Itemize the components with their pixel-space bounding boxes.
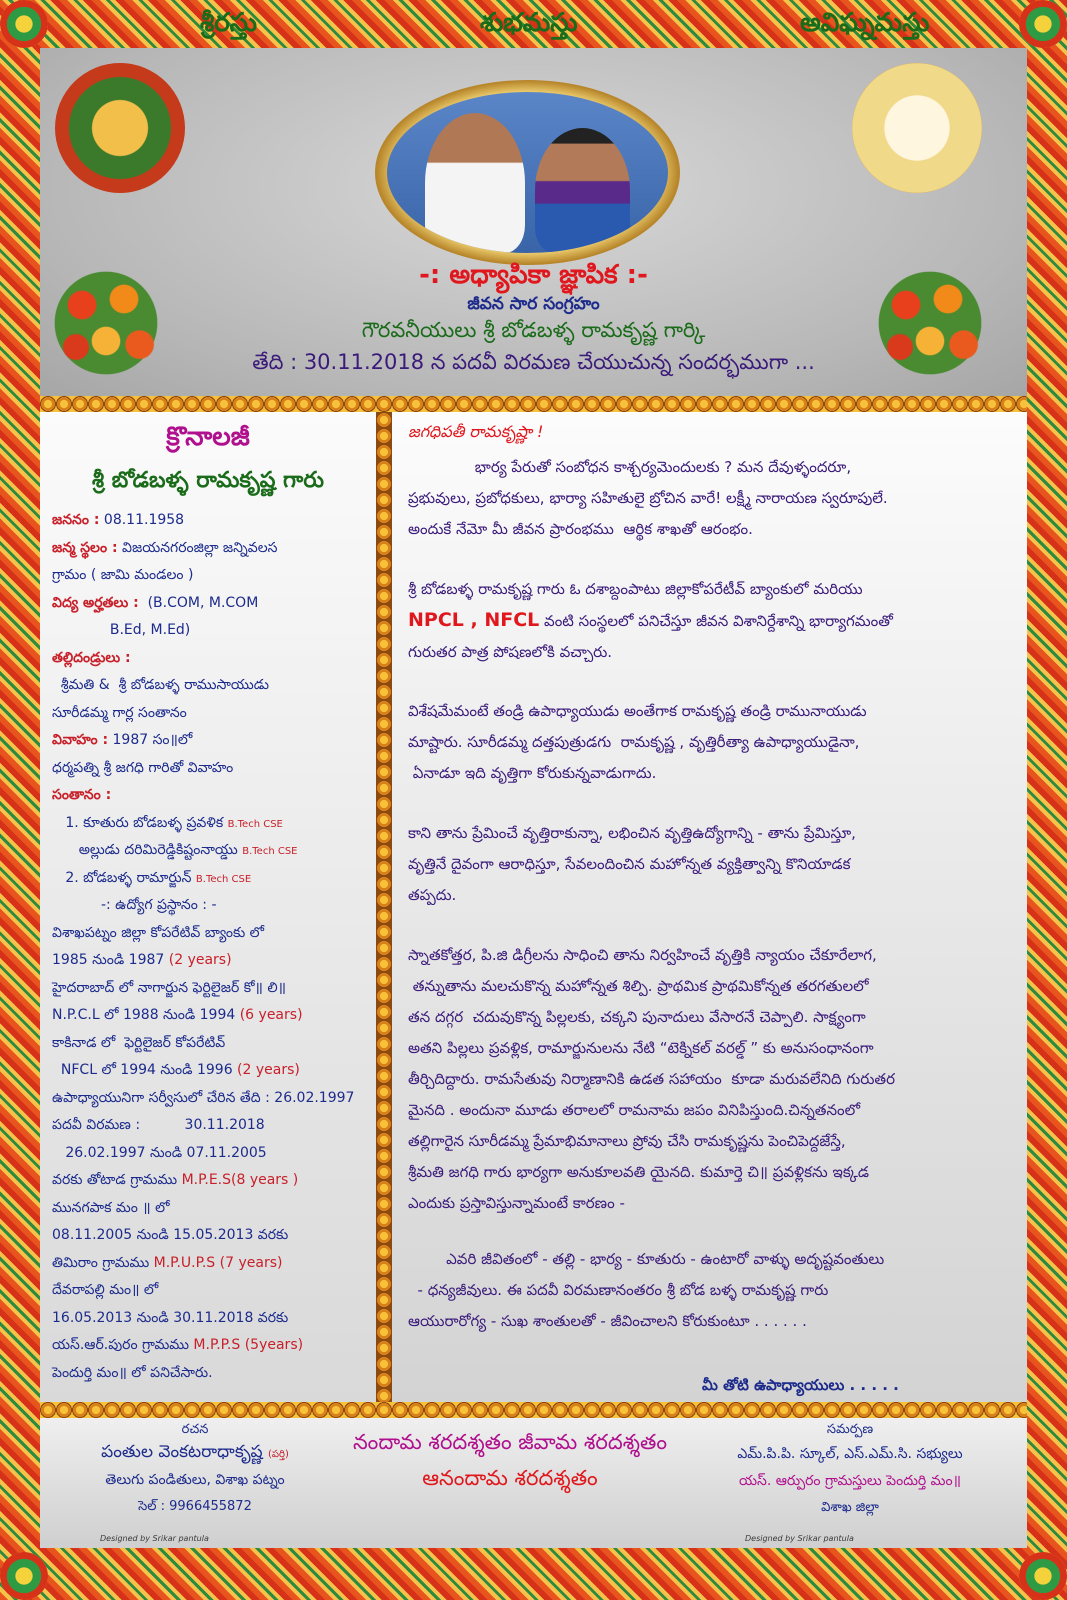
corner-ornament [0,1552,48,1600]
presenter-line-2: యస్. ఆర్పురం గ్రామస్తులు పెందుర్తి మం॥ [739,1473,961,1489]
person-male [425,113,525,253]
tribute-line: భార్య పేరుతో సంబోధన కాశ్చర్యమెందులకు ? మన దేవుళ్ళందరూ, [408,458,852,476]
chronology-row [52,897,217,916]
chronology-text: మునగపాక మం ॥ లో [52,1199,170,1216]
chronology-label: తల్లిదండ్రులు : [52,649,131,666]
chronology-tag: M.P.U.P.S (7 years) [153,1254,283,1271]
chronology-text: ఉపాధ్యాయునిగా సర్వీసులో చేరిన తేది : 26.02.1997 [52,1089,355,1106]
chronology-label: జననం : [52,512,100,528]
chronology-heading: క్రొనాలజీ [166,422,250,452]
corner-ornament [1019,1552,1067,1600]
chronology-text: 1987 సం॥లో [108,732,193,748]
blessing-line-1: నందామ శరదశ్శతం జీవామ శరదశ్శతం [352,1430,668,1454]
chronology-text: B.Ed, M.Ed) [52,622,191,638]
chronology-text: అల్లుడు దరిమిరెడ్డికిష్టంనాయ్డు [52,842,243,858]
tribute-line: మాష్టారు. సూరీడమ్మ దత్తపుత్రుడగు రామకృష్ణ , వృత్తిరీత్యా ఉపాధ్యాయుడైనా, [408,733,860,751]
tribute-line: NPCL , NFCL వంటి సంస్థలలో పనిచేస్తూ జీవన విశానిర్దేశాన్ని భార్యాగమంతో [408,609,893,631]
tribute-line: - ధన్యజీవులు. ఈ పదవీ విరమణానంతరం శ్రీ బోడ బళ్ళ రామకృష్ణ గారు [408,1281,829,1299]
chronology-row [52,732,192,751]
chronology-tag: (2 years) [168,952,232,968]
chronology-row [52,1337,303,1356]
chronology-text: విశాఖపట్నం జిల్లా కోపరేటివ్ బ్యాంకు లో [52,924,265,941]
chronology-text: దేవరాపల్లి మం॥ లో [52,1282,159,1298]
deity-medallion-right [852,63,982,193]
chronology-text: ధర్మపత్ని శ్రీ జగధి గారితో వివాహం [52,759,234,776]
tribute-paragraph [408,1244,1018,1337]
chronology-text: యస్.ఆర్.పురం గ్రామము [52,1337,194,1353]
tribute-line: ఏనాడూ ఇది వృత్తిగా కోరుకున్నవాడుగాదు. [408,764,657,782]
couple-photo-frame [375,80,680,265]
chronology-row [52,677,269,696]
chronology-text: కాకినాడ లో ఫెర్టిలైజర్ కోపరేటివ్ [52,1034,226,1051]
author-role: తెలుగు పండితులు, విశాఖ పట్నం [105,1472,285,1488]
tribute-line: ఆయురారోగ్య - సుఖ శాంతులతో - జీవించాలని కోరుకుంటూ . . . . . . [408,1312,807,1330]
chronology-tag: M.P.P.S (5years) [193,1337,304,1353]
tribute-line: తన్నుతాను మలచుకొన్న మహోన్నత శిల్పి. ప్రాథమిక ప్రాథమికోన్నత తరగతులలో [408,977,869,995]
honoree-line: గౌరవనీయులు శ్రీ బోడబళ్ళ రామకృష్ణ గార్కి [361,318,706,342]
blessing-right: అవిఘ్నమస్తు [800,8,930,38]
date-line: తేది : 30.11.2018 న పదవీ విరమణ చేయుచున్న సందర్భముగా ... [252,350,815,374]
chronology-row [52,595,258,614]
tribute-line: మైనది . అందునా మూడు తరాలలో రామనామ జపం వినిపిస్తుంది.చిన్నతనంలో [408,1101,861,1119]
chronology-tag: B.Tech CSE [227,818,283,830]
chronology-text: 1. కూతురు బోడబళ్ళ ప్రవళిక [52,814,228,831]
tribute-line: స్నాతకోత్తర, పి.జి డిగ్రీలను సాధించి తాను నిర్వహించే వృత్తికి న్యాయం చేకూరేలాగ, [408,946,877,964]
footer-blessing-block [320,1430,700,1496]
blessing-line-2: ఆనందామ శరదశ్శతం [422,1466,598,1490]
chronology-text: N.P.C.L లో 1988 నుండి 1994 [52,1007,240,1023]
tribute-line: ప్రభువులు, ప్రబోధకులు, భార్యా సహితులై బ్రోచిన వారే! లక్ష్మీ నారాయణ స్వరూపులే. [408,489,888,507]
designer-credit-left: Designed by Srikar pantula [100,1534,209,1543]
tribute-line: ఎవరి జీవితంలో - తల్లి - భార్య - కూతురు - ఉంటారో వాళ్ళు అదృష్టవంతులు [408,1250,885,1268]
header-panel [40,48,1027,396]
chronology-row [52,567,193,586]
tribute-line: శ్రీ బోడబళ్ళ రామకృష్ణ గారు ఓ దశాబ్దంపాటు జిల్లాకోపరేటీవ్ బ్యాంకులో మరియు [408,580,863,598]
chronology-row [52,1227,288,1246]
tribute-line: శ్రీమతి జగధి గారు భార్యగా అనుకూలవతి యైనది. కుమార్తె చి॥ ప్రవళ్లికను ఇక్కడ [408,1163,869,1181]
chronology-row [52,1310,288,1329]
chronology-label: విద్య అర్హతలు : [52,594,139,611]
chronology-tag: B.Tech CSE [242,846,298,857]
tribute-line: తీర్చిదిద్దారు. రామసేతువు నిర్మాణానికి ఉడత సహాయం కూడా మరువలేనిది గురుతర [408,1070,895,1088]
chronology-row [52,815,283,834]
chronology-tag: (2 years) [237,1062,300,1078]
corner-ornament [0,0,48,48]
chronology-row [52,705,187,724]
tribute-line: అతని పిల్లలు ప్రవళ్లిక, రామార్జునులను నేటి “టెక్నికల్ వరల్డ్ ” కు అనుసంధానంగా [408,1039,874,1057]
chronology-text: 26.02.1997 నుండి 07.11.2005 [52,1144,267,1161]
tribute-line: తల్లిగారైన సూరీడమ్మ ప్రేమాభిమానాలు ప్రోవు చేసి రామకృష్ణను పెంచిపెద్దజేస్తే, [408,1132,846,1150]
author-caption: రచన [181,1422,209,1437]
tribute-line: కాని తాను ప్రేమించే వృత్తిరాకున్నా, లభించిన వృత్తిఉద్యోగాన్ని - తాను ప్రేమిస్తూ, [408,824,856,842]
chronology-row [52,1255,282,1274]
chronology-text: హైదరాబాద్ లో నాగార్జున ఫెర్టిలైజర్ కో॥ లి॥ [52,979,286,996]
chronology-row [52,622,190,638]
chronology-text: విజయనగరంజిల్లా జన్నివలస [117,539,278,556]
chronology-row [52,1172,298,1191]
chronology-text: వరకు తోటాడ గ్రామము [52,1172,182,1188]
chronology-row [52,952,232,971]
tribute-line: విశేషమేమంటే తండ్రి ఉపాధ్యాయుడు అంతేగాక రామకృష్ణ తండ్రి రామునాయుడు [408,702,867,720]
chronology-text: గ్రామం ( జామి మండలం ) [52,567,194,583]
chronology-text: సూరీడమ్మ గార్ల సంతానం [52,704,187,721]
chronology-text: 08.11.2005 నుండి 15.05.2013 వరకు [52,1227,289,1243]
garland-divider [40,1402,1027,1418]
chronology-row [52,760,233,779]
chronology-row [52,842,297,861]
tribute-line: గురుతర పాత్ర పోషణలోకి వచ్చారు. [408,643,613,661]
tribute-paragraph [408,452,1018,545]
chronology-row [52,1035,225,1054]
chronology-row [52,1200,170,1219]
chronology-row [52,650,131,669]
chronology-text: (B.COM, M.COM [138,594,259,611]
chronology-label: జన్మ స్థలం : [52,539,118,556]
chronology-row [52,1365,213,1384]
tribute-line: ఎందుకు ప్రస్తావిస్తున్నామంటే కారణం - [408,1194,625,1212]
chronology-label: వివాహం : [52,732,109,748]
blessing-left: శ్రీరస్తు [200,8,257,38]
tribute-salutation: జగధిపతీ రామకృష్ణా ! [408,422,544,441]
chronology-text: 08.11.1958 [99,512,185,528]
author-phone: సెల్ : 9966455872 [138,1499,252,1514]
chronology-text: 2. బోడబళ్ళ రామార్జున్ [52,869,196,886]
chronology-row [52,980,286,999]
footer-panel [40,1418,1027,1548]
presenter-line-1: ఎమ్.పి.పి. స్కూల్, ఎస్.ఎమ్.సి. సభ్యులు [737,1446,963,1462]
chronology-row [52,1007,303,1026]
chronology-row [52,1062,300,1081]
chronology-row [52,870,251,889]
person-female [535,128,630,253]
chronology-tag: M.P.E.S(8 years ) [181,1172,299,1188]
main-title: -: అధ్యాపికా జ్ఞాపిక :- [419,260,648,290]
designer-credit-right: Designed by Srikar pantula [745,1534,854,1543]
tribute-paragraph [408,574,1018,668]
footer-presenter-block [680,1422,1020,1518]
chronology-row [52,540,277,559]
tribute-panel [392,412,1027,1402]
corner-ornament [1019,0,1067,48]
presenter-caption: సమర్పణ [826,1422,874,1437]
garland-vertical [376,412,392,1402]
author-name: పంతుల వెంకటరాధాకృష్ణ [101,1442,263,1462]
honoree-name: శ్రీ బోడబళ్ళ రామకృష్ణ గారు [92,468,324,493]
tribute-paragraph [408,696,1018,789]
chronology-row [52,1145,267,1164]
author-name-line [50,1442,340,1466]
subtitle: జీవన సార సంగ్రహం [467,294,600,314]
tribute-line: తప్పదు. [408,886,457,904]
tribute-line: తన దగ్గర చదువుకొన్న పిల్లలకు, చక్కని పునాదులు వేసారనే చెప్పాలి. సాక్ష్యంగా [408,1008,866,1026]
chronology-panel [40,412,376,1402]
tribute-paragraph [408,818,1018,911]
chronology-label: సంతానం : [52,787,112,803]
chronology-text: NFCL లో 1994 నుండి 1996 [52,1062,238,1078]
chronology-text: శ్రీమతి & శ్రీ బోడబళ్ళ రాముసాయుడు [52,677,269,693]
chronology-row [52,512,184,531]
chronology-text: పదవీ విరమణ : 30.11.2018 [52,1117,265,1133]
deity-medallion-left [55,63,185,193]
chronology-row [52,1090,354,1109]
tribute-paragraph [408,940,1018,1219]
chronology-text: తిమిరాం గ్రామము [52,1254,154,1271]
chronology-text: 16.05.2013 నుండి 30.11.2018 వరకు [52,1309,289,1326]
presenter-line-3: విశాఖ జిల్లా [821,1500,879,1515]
tribute-line: అందుకే నేమో మీ జీవన ప్రారంభము ఆర్థిక శాఖతో ఆరంభం. [408,520,753,538]
chronology-tag: (6 years) [239,1007,303,1023]
garland-divider [40,396,1027,412]
chronology-text: పెందుర్తి మం॥ లో పనిచేసారు. [52,1364,213,1381]
tribute-closing: మీ తోటి ఉపాధ్యాయులు . . . . . [702,1376,899,1394]
chronology-row [52,925,264,944]
author-suffix: (పర్తి) [268,1449,289,1460]
chronology-tag: B.Tech CSE [195,873,252,885]
footer-author-block [50,1422,340,1517]
couple-photo [387,92,668,253]
chronology-text: -: ఉద్యోగ ప్రస్థానం : - [52,897,217,913]
tribute-line: వృత్తినే దైవంగా ఆరాధిస్తూ, సేవలందించిన మహోన్నత వ్యక్తిత్వాన్ని కొనియాడక [408,855,851,873]
chronology-row [52,1117,265,1136]
chronology-row [52,787,111,806]
chronology-text: 1985 నుండి 1987 [52,952,169,968]
chronology-row [52,1282,158,1301]
blessing-center: శుభమస్తు [480,8,578,38]
